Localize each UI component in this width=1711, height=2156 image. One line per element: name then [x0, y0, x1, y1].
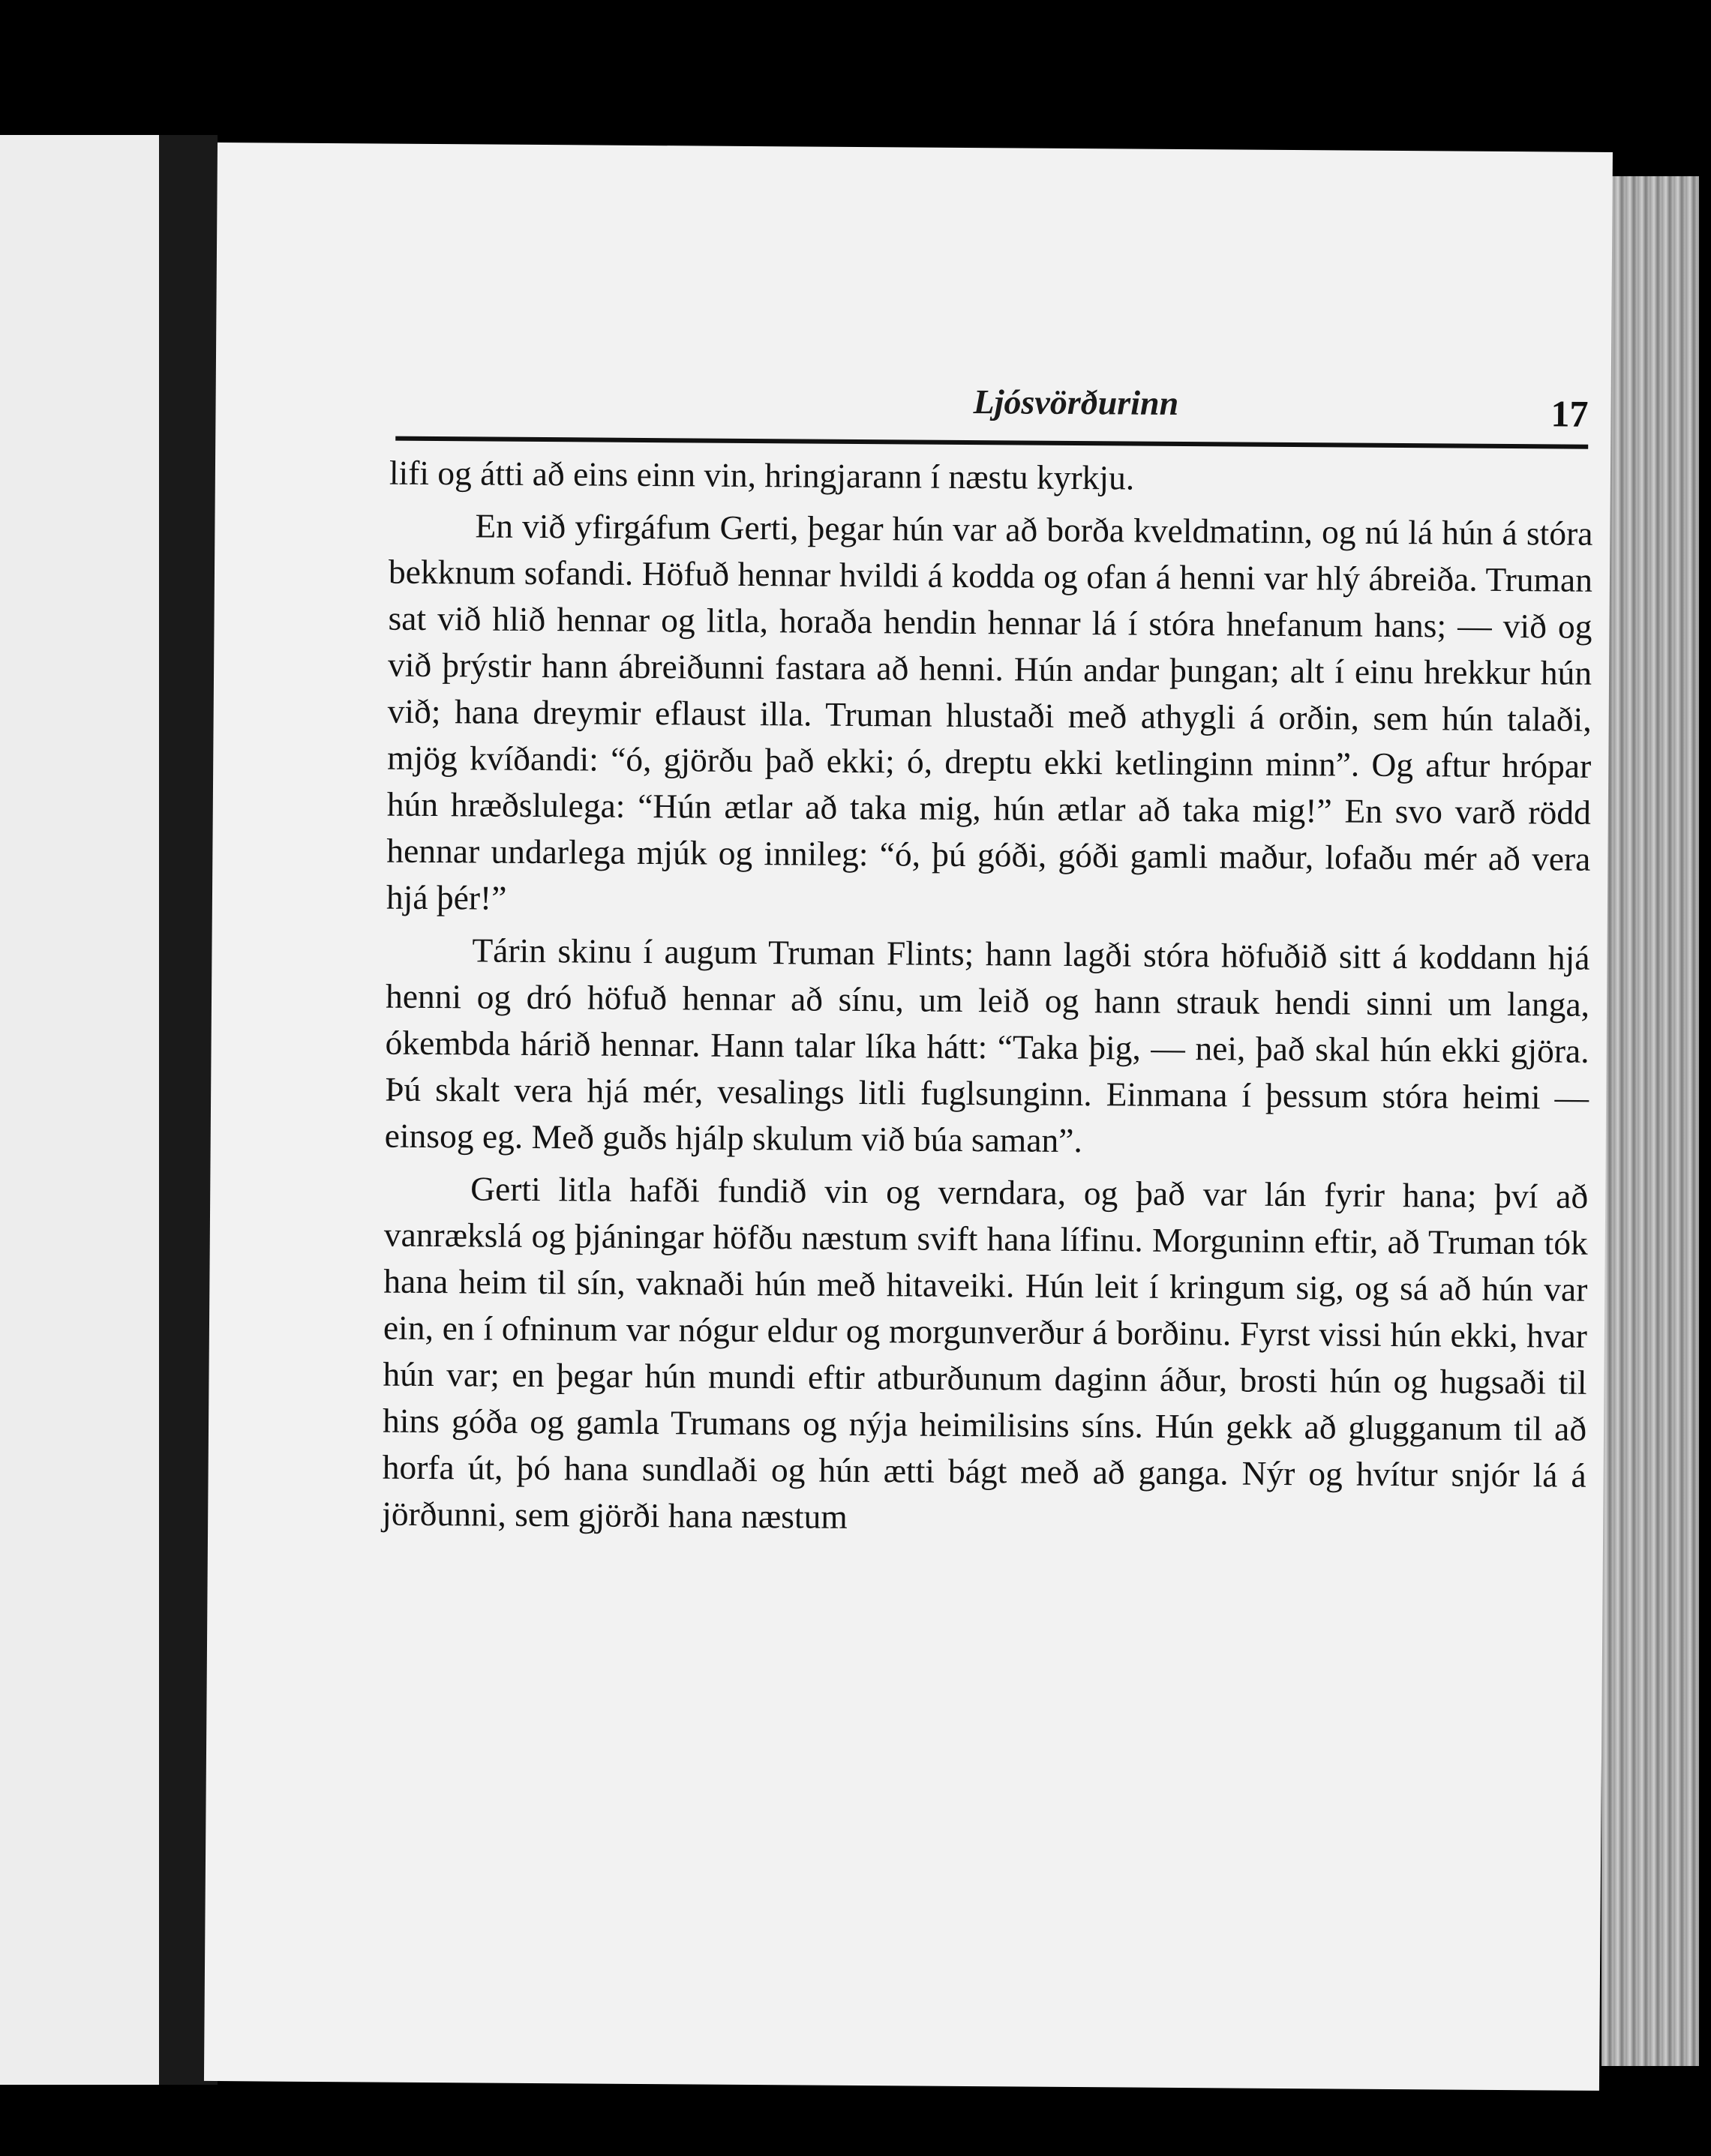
page-header: [395, 378, 1588, 439]
facing-page-edge: [0, 135, 159, 2085]
paragraph: lifi og átti að eins einn vin, hringjarann í næstu kyrkju.: [389, 453, 1135, 497]
page-number: 17: [1550, 392, 1589, 435]
paragraph: Gerti litla hafði fundið vin og verndara, og það var lán fyrir hana; því að vanrækslá og þjáningar höfðu næstum svift hana lífinu. Morguninn eftir, að Truman tók hana heim til sín, vaknaði hún með hitaveiki. Hún leit í kringum sig, og sá að hún var ein, en í ofninum var nógur eldur og morgunverður á borðinu. Fyrst vissi hún ekki, hvar hún var; en þegar hún mundi eftir atburðunum daginn áður, brosti hún og hugsaði til hins góða og gamla Trumans og nýja heimilisins síns. Hún gekk að glugganum til að horfa út, þó hana sundlaði og hún ætti bágt með að ganga. Nýr og hvítur snjór lá á jörðunni, sem gjörði hana næstum: [382, 1169, 1589, 1536]
page-block-edge: [1601, 176, 1699, 2066]
book-page: [204, 142, 1613, 2091]
paragraph: Tárin skinu í augum Truman Flints; hann lagði stóra höfuðið sitt á koddann hjá henni og dró höfuð hennar að sínu, um leið og hann strauk hendi sinni um langa, ókembda hárið hennar. Hann talar líka hátt: “Taka þig, — nei, það skal hún ekki gjöra. Þú skalt vera hjá mér, vesalings litli fuglsunginn. Einmana í þessum stóra heimi — einsog eg. Með guðs hjálp skulum við búa saman”.: [384, 931, 1590, 1160]
header-rule: [395, 436, 1588, 449]
paragraph: En við yfirgáfum Gerti, þegar hún var að borða kveldmatinn, og nú lá hún á stóra bekknum sofandi. Höfuð hennar hvildi á kodda og ofan á henni var hlý ábreiða. Truman sat við hlið hennar og litla, horaða hendin hennar lá í stóra hnefanum hans; — við og við þrýstir hann ábreiðunni fastara að henni. Hún andar þungan; alt í einu hrekkur hún við; hana dreymir eflaust illa. Truman hlustaði með athygli á orðin, sem hún talaði, mjög kvíðandi: “ó, gjörðu það ekki; ó, dreptu ekki ketlinginn minn”. Og aftur hrópar hún hræðslulega: “Hún ætlar að taka mig, hún ætlar að taka mig!” En svo varð rödd hennar undarlega mjúk og innileg: “ó, þú góði, góði gamli maður, lofaðu mér að vera hjá þér!”: [386, 506, 1593, 917]
body-text: [382, 450, 1593, 1552]
running-title: Ljósvörðurinn: [973, 382, 1179, 422]
